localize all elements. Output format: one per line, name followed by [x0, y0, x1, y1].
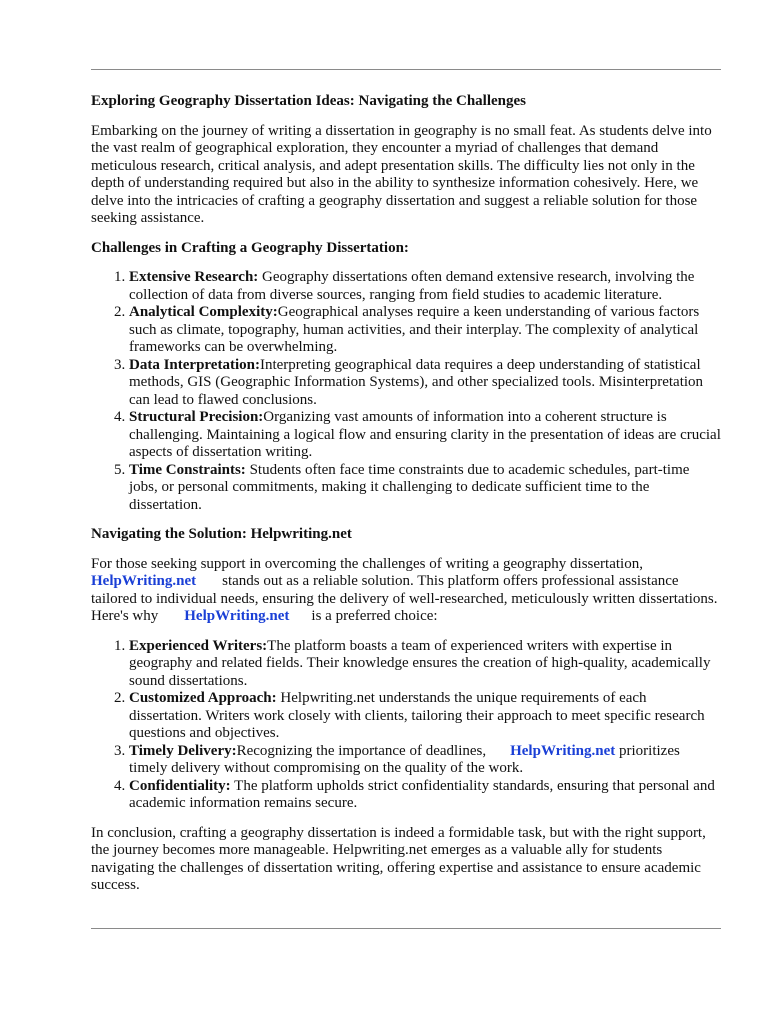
challenge-text: Geography dissertations often demand extensive research, involving the collection of data from diverse sources, ranging from field studies to academic literature. — [129, 269, 695, 303]
top-divider — [91, 69, 721, 70]
solution-text-mid: stands out as a reliable solution. This platform offers professional assistance tailored to individual needs, ensuring the delivery of well-researched, meticulously written dissertations. Here's why — [91, 573, 718, 624]
reason-term: Timely Delivery: — [129, 742, 237, 759]
challenge-text: Students often face time constraints due to academic schedules, part-time jobs, or personal commitments, making it challenging to dedicate sufficient time to the dissertation. — [129, 461, 690, 513]
challenges-list — [91, 269, 721, 514]
list-item — [129, 357, 721, 410]
reason-text: Recognizing the importance of deadlines, — [236, 742, 487, 759]
helpwriting-link[interactable]: HelpWriting.net — [184, 608, 290, 624]
challenge-text: Organizing vast amounts of information into a coherent structure is challenging. Maintaining a logical flow and ensuring clarity in the presentation of ideas are crucial aspects of dissertation writing. — [129, 409, 721, 460]
challenge-text: Geographical analyses require a keen understanding of various factors such as climate, topography, human activities, and their interplay. The complexity of analytical frameworks can be overwhelming. — [129, 304, 700, 355]
conclusion-paragraph: In conclusion, crafting a geography dissertation is indeed a formidable task, but with the right support, the journey becomes more manageable. Helpwriting.net emerges as a valuable ally for students navigating the challenges of dissertation writing, offering expertise and assistance to ensure academic success. — [91, 824, 706, 893]
list-item — [129, 462, 721, 515]
challenges-heading: Challenges in Crafting a Geography Dissertation: — [91, 239, 409, 256]
document-title: Exploring Geography Dissertation Ideas: Navigating the Challenges — [91, 93, 527, 109]
list-item — [129, 638, 721, 691]
reasons-list — [91, 638, 721, 813]
reason-term: Confidentiality: — [129, 777, 231, 794]
list-item — [129, 778, 721, 813]
reason-term: Experienced Writers: — [129, 637, 268, 654]
challenge-term: Data Interpretation: — [129, 356, 260, 373]
bottom-divider — [91, 928, 721, 929]
list-item — [129, 409, 721, 462]
intro-paragraph: Embarking on the journey of writing a dissertation in geography is no small feat. As students delve into the vast realm of geographical exploration, they encounter a myriad of challenges that demand meticulous research, critical analysis, and adept presentation skills. The difficulty lies not only in the depth of understanding required but also in the ability to synthesize information cohesively. Here, we delve into the intricacies of crafting a geography dissertation and suggest a reliable solution for those seeking assistance. — [91, 122, 712, 226]
list-item — [129, 269, 721, 304]
list-item — [129, 743, 721, 778]
list-item — [129, 304, 721, 357]
solution-paragraph — [91, 556, 721, 626]
list-item — [129, 690, 721, 743]
document-body — [91, 93, 721, 907]
reason-text: prioritizes timely delivery without compromising on the quality of the work. — [129, 742, 680, 776]
challenge-term: Analytical Complexity: — [129, 304, 278, 320]
reason-term: Customized Approach: — [129, 690, 277, 706]
challenge-term: Time Constraints: — [129, 461, 246, 478]
solution-text-before: For those seeking support in overcoming the challenges of writing a geography dissertation, — [91, 555, 643, 572]
helpwriting-link[interactable]: HelpWriting.net — [91, 573, 197, 589]
helpwriting-link[interactable]: HelpWriting.net — [510, 742, 616, 759]
challenge-text: Interpreting geographical data requires a deep understanding of statistical methods, GIS (Geographic Information Systems), and other specialized tools. Misinterpretation can lead to flawed conclusions. — [129, 356, 704, 408]
reason-text: Helpwriting.net understands the unique requirements of each dissertation. Writers work closely with clients, tailoring their approach to meet specific research questions and objectives. — [129, 690, 705, 741]
reason-text: The platform boasts a team of experienced writers with expertise in geography and related fields. Their knowledge ensures the creation of high-quality, academically sound dissertations. — [129, 637, 711, 689]
challenge-term: Structural Precision: — [129, 409, 264, 425]
solution-text-after: is a preferred choice: — [311, 608, 438, 624]
reason-text: The platform upholds strict confidentiality standards, ensuring that personal and academic information remains secure. — [129, 777, 715, 811]
solution-heading: Navigating the Solution: Helpwriting.net — [91, 526, 352, 542]
challenge-term: Extensive Research: — [129, 269, 259, 285]
